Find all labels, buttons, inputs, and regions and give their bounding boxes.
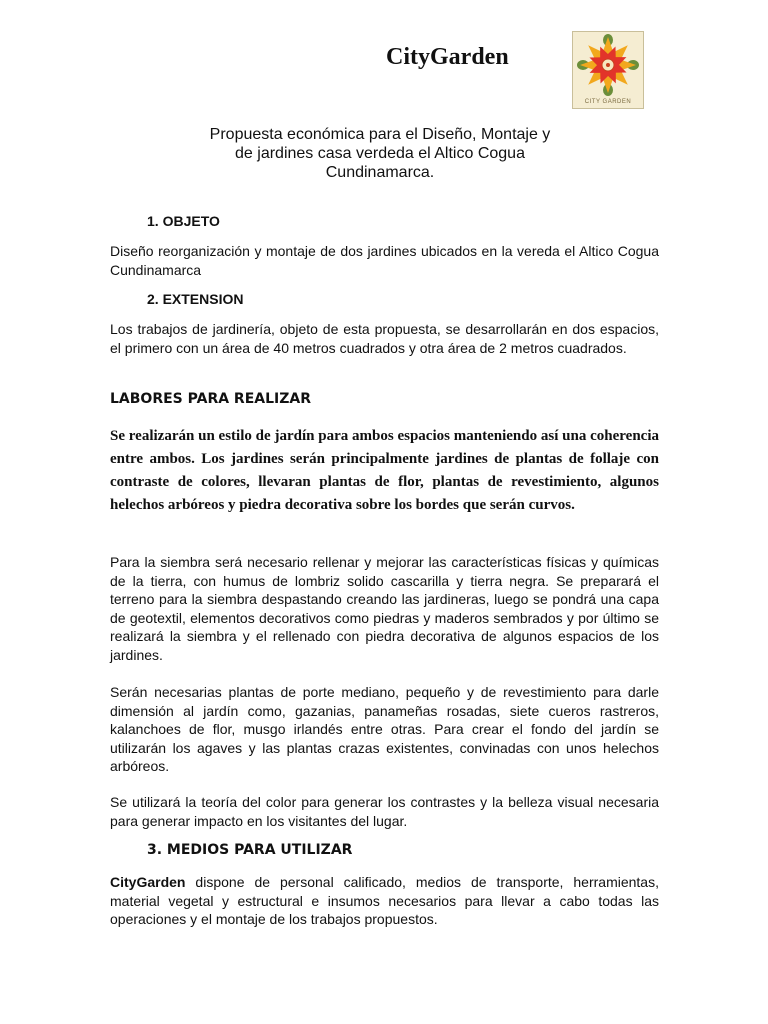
brand-name: CityGarden bbox=[386, 44, 509, 70]
brand-logo bbox=[572, 31, 644, 109]
heading-extension: 2. EXTENSION bbox=[147, 291, 244, 307]
heading-labores: LABORES PARA REALIZAR bbox=[110, 391, 312, 407]
paragraph-plantas: Serán necesarias plantas de porte mediano, pequeño y de revestimiento para darle dimensión al jardín como, gazanias, panameñas rosadas, siete cueros rastreros, kalanchoes de flor, musgo irlandés entre otras. Para crear el fondo del jardín se utilizarán los agaves y las plantas crazas existentes, convinadas con unos helechos arbóreos. bbox=[110, 684, 659, 775]
heading-medios: 3. MEDIOS PARA UTILIZAR bbox=[147, 842, 353, 858]
paragraph-extension: Los trabajos de jardinería, objeto de esta propuesta, se desarrollarán en dos espacios, el primero con un área de 40 metros cuadrados y otra área de 2 metros cuadrados. bbox=[110, 321, 659, 356]
medios-text: dispone de personal calificado, medios de transporte, herramientas, material vegetal y estructural e insumos necesarios para llevar a cabo todas las operaciones y el montaje de los trabajos propuestos. bbox=[110, 874, 659, 928]
paragraph-objeto: Diseño reorganización y montaje de dos jardines ubicados en la vereda el Altico Cogua Cundinamarca bbox=[110, 243, 659, 278]
title-line-3: Cundinamarca. bbox=[325, 164, 435, 181]
document-title bbox=[140, 125, 620, 182]
flower-icon bbox=[577, 34, 639, 96]
logo-caption: CITY GARDEN bbox=[584, 99, 632, 105]
paragraph-medios bbox=[110, 873, 659, 929]
paragraph-labores: Se realizarán un estilo de jardín para ambos espacios manteniendo así una coherencia entre ambos. Los jardines serán principalmente jardines de plantas de follaje con contraste de colores, llevaran plantas de flor, plantas de revestimiento, algunos helechos arbóreos y piedra decorativa sobre los bordes que serán curvos. bbox=[110, 428, 659, 513]
paragraph-color: Se utilizará la teoría del color para generar los contrastes y la belleza visual necesaria para generar impacto en los visitantes del lugar. bbox=[110, 794, 659, 829]
medios-brand: CityGarden bbox=[110, 874, 186, 890]
paragraph-siembra: Para la siembra será necesario rellenar y mejorar las características físicas y químicas de la tierra, con humus de lombriz solido cascarilla y tierra negra. Se preparará el terreno para la siembra despastando creando las jardineras, luego se pondrá una capa de geotextil, elementos decorativos como piedras y maderos sembrados y por último se realizará la siembra y el rellenado con piedra decorativa de algunos espacios de los jardines. bbox=[110, 554, 659, 663]
title-line-2: de jardines casa verdeda el Altico Cogua bbox=[235, 145, 525, 162]
heading-objeto: 1. OBJETO bbox=[147, 213, 220, 229]
title-line-1: Propuesta económica para el Diseño, Montaje y bbox=[209, 126, 551, 143]
